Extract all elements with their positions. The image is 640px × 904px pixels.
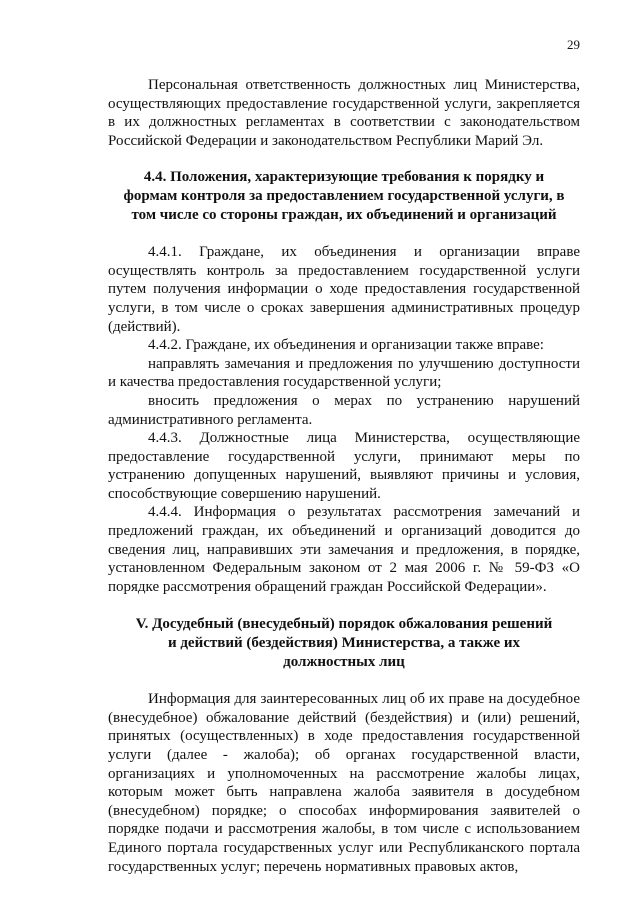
document-body — [108, 76, 580, 876]
paragraph-4-4-2: 4.4.2. Граждане, их объединения и организации также вправе: — [148, 337, 544, 354]
heading-line: том числе со стороны граждан, их объединений и организаций — [131, 206, 557, 223]
heading-line: должностных лиц — [283, 653, 405, 670]
paragraph-4-4-2-item-1: направлять замечания и предложения по улучшению доступности и качества предоставления государственной услуги; — [108, 355, 580, 391]
page-number: 29 — [567, 37, 580, 52]
section-heading-4-4 — [108, 168, 580, 224]
heading-line: V. Досудебный (внесудебный) порядок обжалования решений — [135, 616, 553, 633]
paragraph-4-4-2-item-2: вносить предложения о мерах по устранению нарушений административного регламента. — [108, 392, 580, 428]
heading-line: формам контроля за предоставлением государственной услуги, в — [123, 187, 565, 204]
section-heading-v — [108, 615, 580, 671]
paragraph-4-4-1: 4.4.1. Граждане, их объединения и организации вправе осуществлять контроль за предоставлением государственной услуги путем получения информации о ходе предоставления государственной услуги, в том числе о сроках завершения административных процедур (действий). — [108, 244, 580, 335]
paragraph-v: Информация для заинтересованных лиц об их праве на досудебное (внесудебное) обжалование действий (бездействия) и (или) решений, принятых (осуществленных) в ходе предоставления государственной услуги (далее - жалоба); об органах государственной власти, организациях и уполномоченных на рассмотрение жалобы лицах, которым может быть направлена жалоба заявителя в досудебном (внесудебном) порядке; о способах информирования заявителей о порядке подачи и рассмотрения жалобы, в том числе с использованием Единого портала государственных услуг или Республиканского портала государственных услуг; перечень нормативных правовых актов, — [108, 691, 580, 875]
paragraph-4-4-4: 4.4.4. Информация о результатах рассмотрения замечаний и предложений граждан, их объединений и организаций доводится до сведения лиц, направивших эти замечания и предложения, в порядке, установленном Федеральным законом от 2 мая 2006 г. № 59-ФЗ «О порядке рассмотрения обращений граждан Российской Федерации». — [108, 504, 580, 595]
heading-line: и действий (бездействия) Министерства, а также их — [167, 635, 521, 652]
intro-paragraph: Персональная ответственность должностных лиц Министерства, осуществляющих предоставление государственной услуги, закрепляется в их должностных регламентах в соответствии с законодательством Российской Федерации и законодательством Республики Марий Эл. — [108, 77, 580, 149]
heading-line: 4.4. Положения, характеризующие требования к порядку и — [143, 169, 545, 186]
paragraph-4-4-3: 4.4.3. Должностные лица Министерства, осуществляющие предоставление государственной услуги, принимают меры по устранению допущенных нарушений, выявляют причины и условия, способствующие совершению нарушений. — [108, 430, 580, 502]
